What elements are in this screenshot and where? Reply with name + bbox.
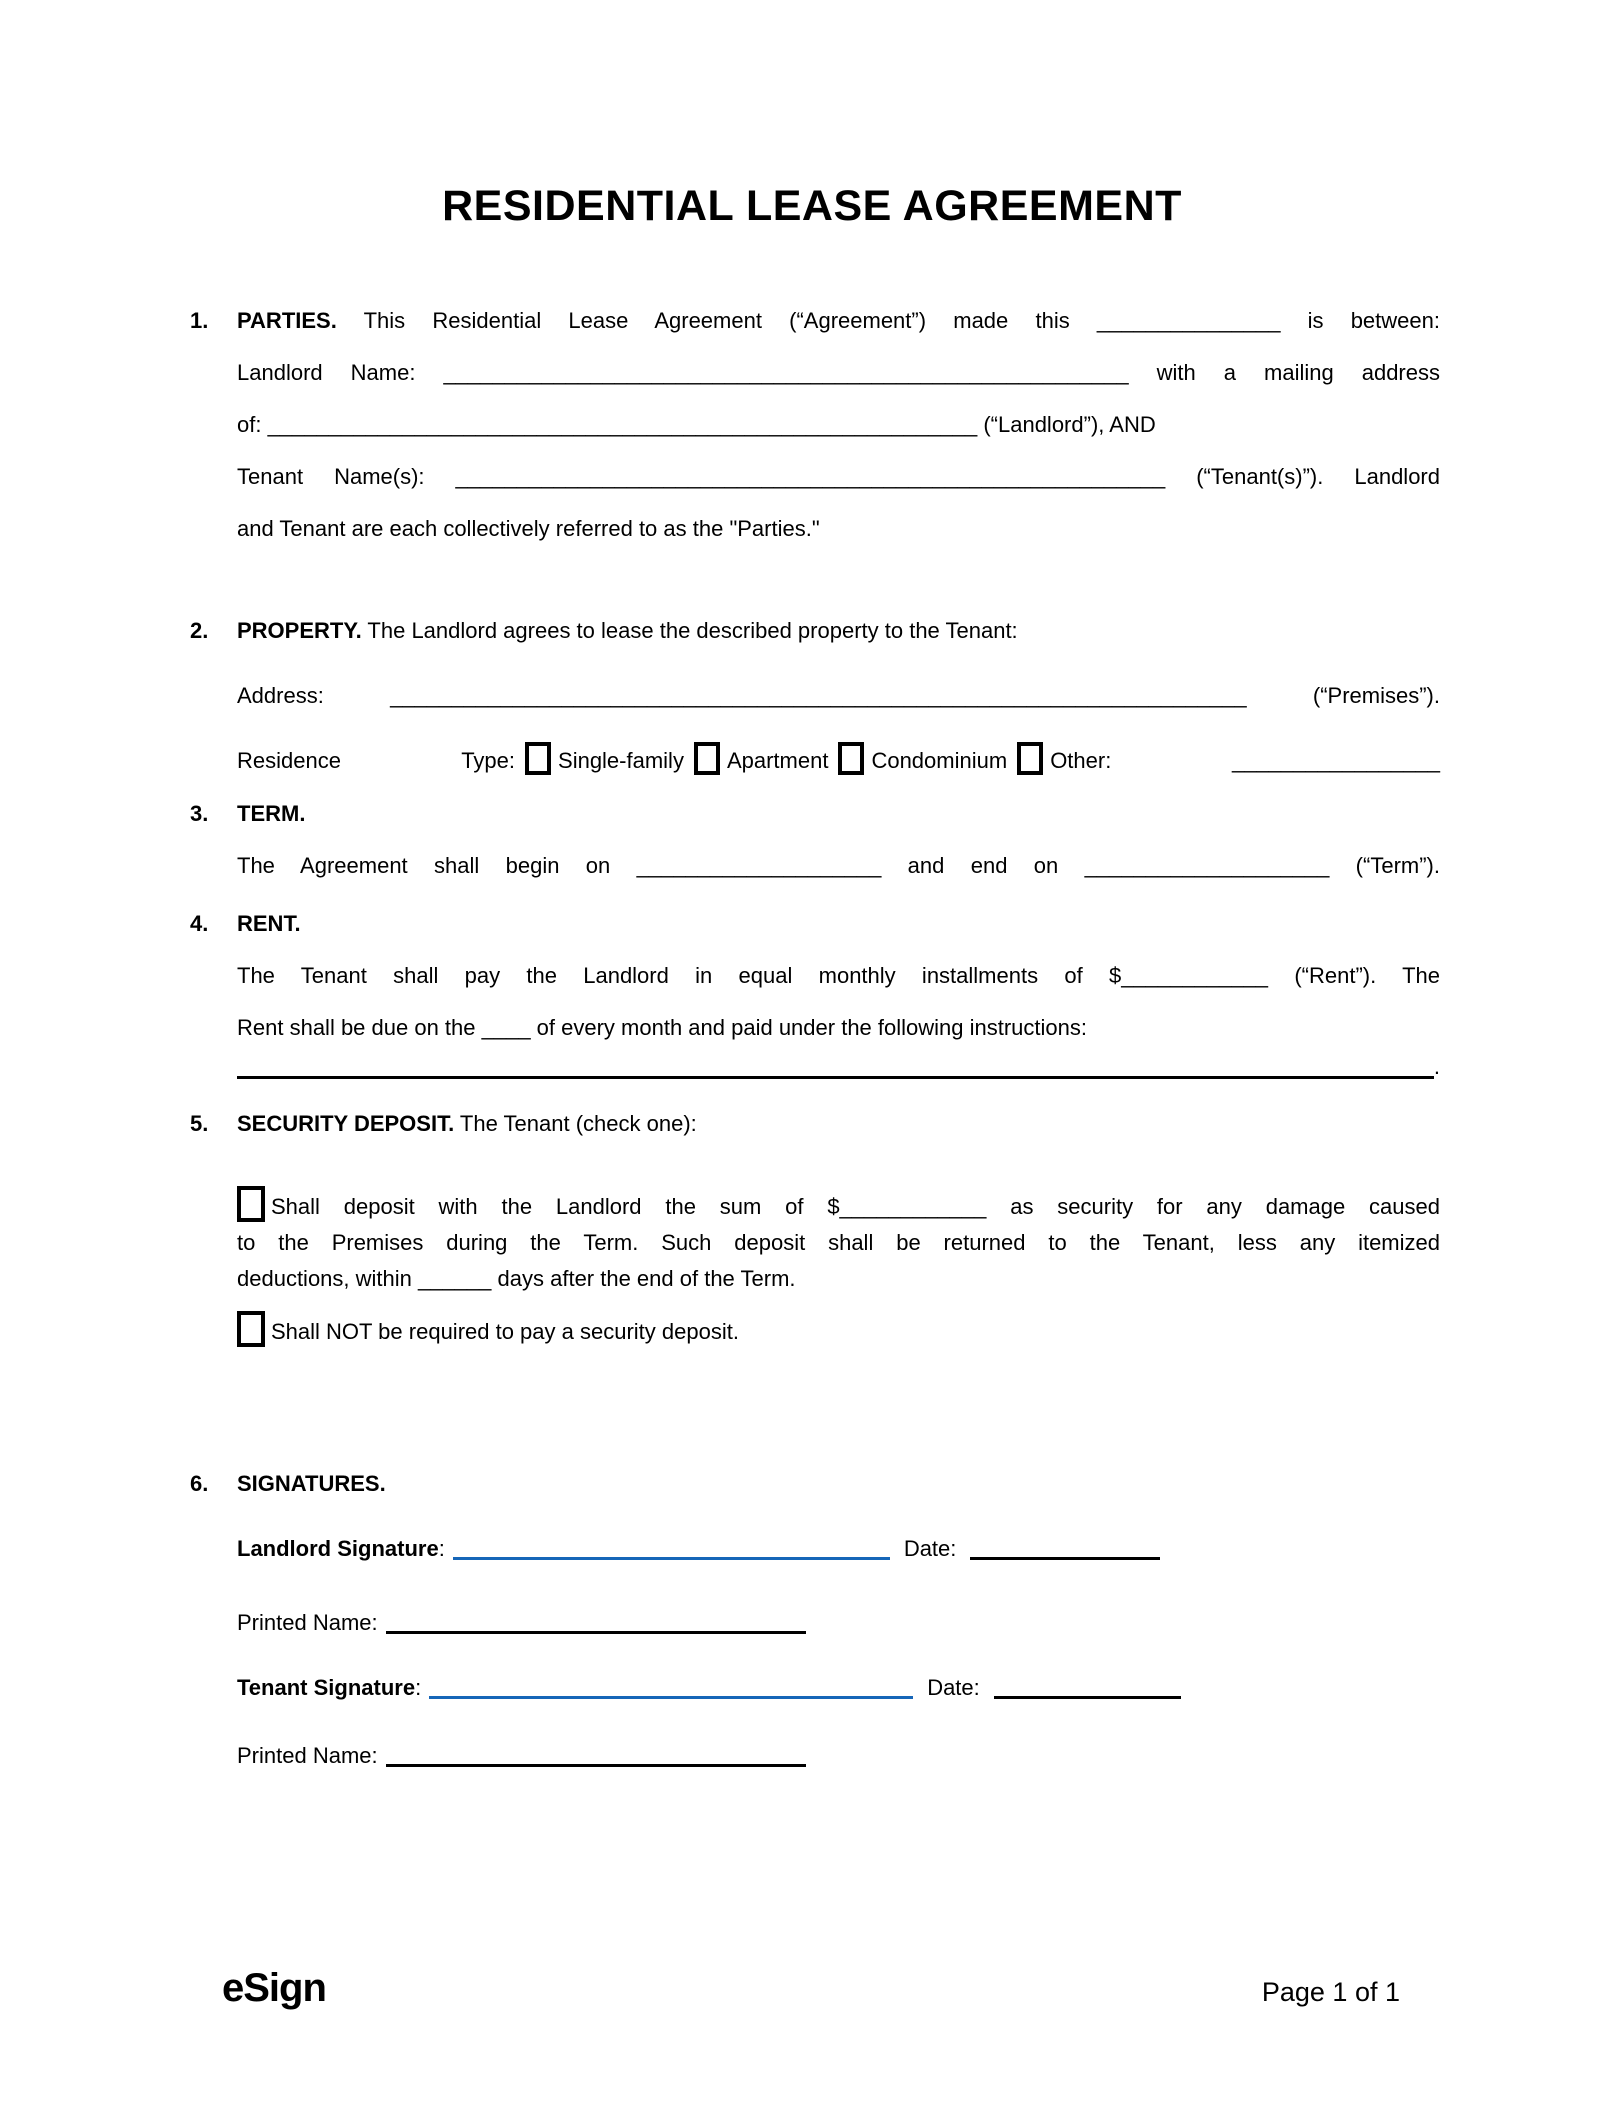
residence-type-line <box>237 728 1440 793</box>
address-field-line: Address: ______________________________________________________________________ (“Premises”). <box>237 683 1440 708</box>
section-heading: SIGNATURES. <box>237 1471 386 1496</box>
section-term <box>190 788 1440 892</box>
landlord-printed-name-label: Printed Name: <box>237 1610 378 1635</box>
section-signatures <box>190 1458 1440 1798</box>
rent-body-line-1: The Tenant shall pay the Landlord in equal monthly installments of $____________ (“Rent”). The <box>237 963 1440 988</box>
parties-line-1 <box>190 295 1440 347</box>
label-colon: : <box>438 1536 445 1561</box>
parties-intro-text: This Residential Lease Agreement (“Agreement”) made this _______________ is between: <box>336 308 1440 333</box>
checkbox-no-deposit[interactable] <box>237 1311 265 1347</box>
tenant-signature-line[interactable] <box>429 1696 913 1699</box>
section-number: 5. <box>190 1111 209 1136</box>
rent-body-line-2: Rent shall be due on the ____ of every month and paid under the following instructions: <box>237 1015 1087 1040</box>
option-other-label: Other: <box>1050 748 1112 773</box>
checkbox-shall-deposit[interactable] <box>237 1186 265 1222</box>
landlord-date-line[interactable] <box>970 1557 1160 1560</box>
deposit-heading-line <box>190 1098 1440 1150</box>
landlord-signature-label: Landlord Signature <box>237 1536 439 1561</box>
landlord-name-field-line: Landlord Name: ________________________________________________________ with a mailing address <box>237 360 1440 385</box>
tenant-name-field-line: Tenant Name(s): __________________________________________________________ (“Tenant(s)”). Landlord <box>237 464 1440 489</box>
page-footer <box>222 1966 1400 2011</box>
residence-type-label: Residence Type: <box>237 748 516 773</box>
section-number: 3. <box>190 801 209 826</box>
deposit-intro-text: The Tenant (check one): <box>454 1111 697 1136</box>
section-number: 1. <box>190 308 209 333</box>
term-heading-line <box>190 788 1440 840</box>
signatures-heading-line <box>190 1458 1440 1510</box>
option-apartment-label: Apartment <box>726 748 829 773</box>
tenant-printed-name-label: Printed Name: <box>237 1743 378 1768</box>
section-number: 2. <box>190 618 209 643</box>
esign-logo: eSign <box>222 1966 326 2010</box>
section-heading: PROPERTY. <box>237 618 362 643</box>
deposit-option-1-line-1 <box>237 1178 1440 1225</box>
section-security-deposit <box>190 1098 1440 1358</box>
tenant-signature-label: Tenant Signature <box>237 1675 416 1700</box>
checkbox-single-family[interactable] <box>525 742 551 775</box>
landlord-address-field-line: of: __________________________________________________________ (“Landlord”), AND <box>237 412 1156 437</box>
landlord-date-label: Date: <box>903 1536 957 1561</box>
section-number: 4. <box>190 911 209 936</box>
section-rent <box>190 898 1440 1088</box>
sentence-period: . <box>1433 1054 1440 1079</box>
payment-instructions-blank-line <box>237 1035 1440 1079</box>
landlord-printed-name-line[interactable] <box>386 1631 806 1634</box>
landlord-printed-name-row <box>237 1597 1440 1649</box>
tenant-date-label: Date: <box>927 1675 980 1700</box>
tenant-printed-name-line[interactable] <box>386 1764 806 1767</box>
option-single-family-label: Single-family <box>558 748 684 773</box>
other-blank-field: _________________ <box>1231 748 1440 773</box>
section-heading: SECURITY DEPOSIT. <box>237 1111 455 1136</box>
document-title: RESIDENTIAL LEASE AGREEMENT <box>442 182 1182 230</box>
landlord-signature-line[interactable] <box>453 1557 890 1560</box>
section-heading: PARTIES. <box>237 308 337 333</box>
section-heading: TERM. <box>237 801 306 826</box>
section-property <box>190 598 1440 793</box>
tenant-date-line[interactable] <box>994 1696 1181 1699</box>
checkbox-other[interactable] <box>1017 742 1043 775</box>
landlord-signature-row <box>237 1523 1440 1575</box>
parties-closing-line: and Tenant are each collectively referred to as the "Parties." <box>237 516 820 541</box>
tenant-signature-row <box>237 1662 1440 1714</box>
deposit-option-1-text: Shall deposit with the Landlord the sum of $____________ as security for any damage caused <box>271 1194 1440 1219</box>
checkbox-apartment[interactable] <box>694 742 720 775</box>
checkbox-condominium[interactable] <box>838 742 864 775</box>
deposit-option-2 <box>237 1303 1440 1352</box>
deposit-option-1-line-3: deductions, within ______ days after the end of the Term. <box>237 1266 796 1291</box>
deposit-option-1-line-2: to the Premises during the Term. Such deposit shall be returned to the Tenant, less any itemized <box>237 1230 1440 1255</box>
property-intro-text: The Landlord agrees to lease the described property to the Tenant: <box>361 618 1018 643</box>
property-heading-line <box>190 598 1440 663</box>
page-indicator: Page 1 of 1 <box>1261 1977 1400 2007</box>
blank-rule <box>237 1036 1434 1079</box>
option-condominium-label: Condominium <box>871 748 1008 773</box>
rent-heading-line <box>190 898 1440 950</box>
deposit-option-2-line <box>237 1303 1440 1352</box>
section-heading: RENT. <box>237 911 301 936</box>
tenant-printed-name-row <box>237 1730 1440 1782</box>
label-colon: : <box>415 1675 422 1700</box>
deposit-option-1 <box>237 1178 1440 1297</box>
term-body-line: The Agreement shall begin on ____________________ and end on ____________________ (“Term”). <box>237 853 1440 878</box>
section-parties <box>190 295 1440 555</box>
deposit-option-2-text: Shall NOT be required to pay a security deposit. <box>271 1319 739 1344</box>
section-number: 6. <box>190 1471 209 1496</box>
